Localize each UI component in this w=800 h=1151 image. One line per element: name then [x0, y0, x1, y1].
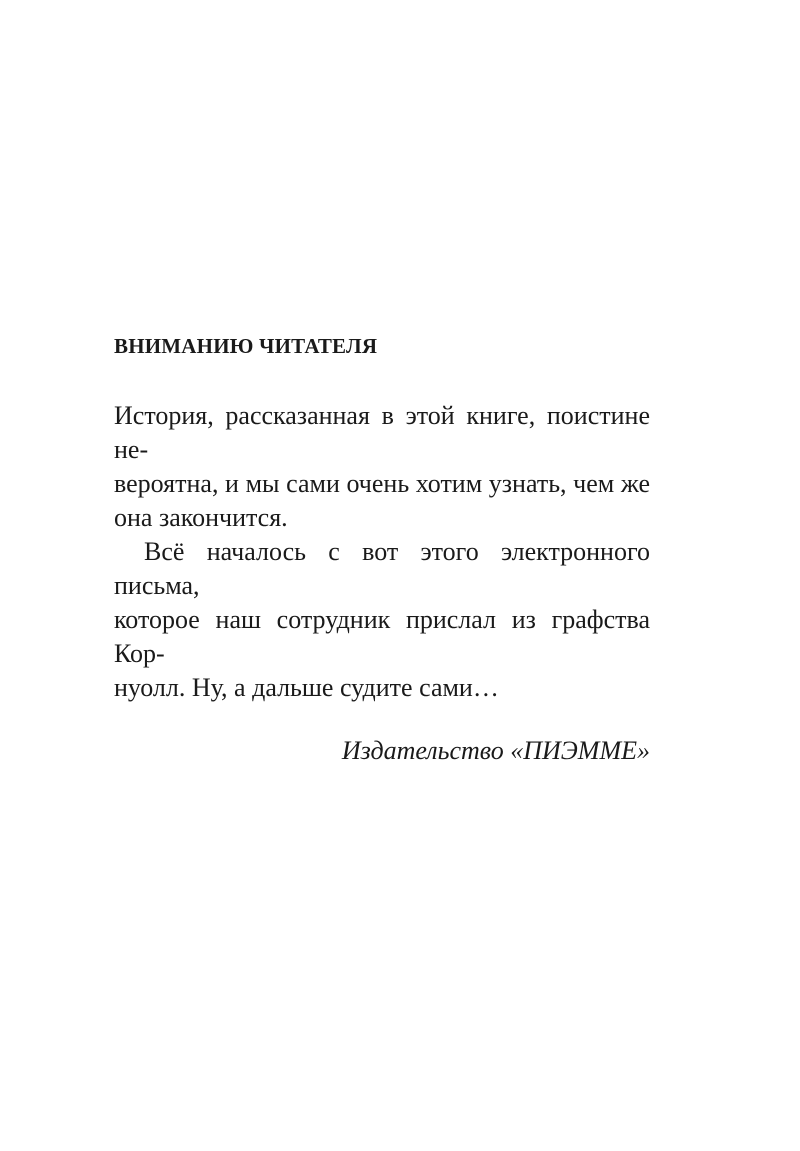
notice-paragraph-1 — [114, 399, 650, 535]
notice-heading: ВНИМАНИЮ ЧИТАТЕЛЯ — [114, 334, 378, 358]
notice-paragraph-2 — [114, 535, 650, 705]
paragraph-2-line-2: которое наш сотрудник прислал из графства Кор- — [114, 605, 650, 668]
paragraph-2-line-1: Всё началось с вот этого электронного письма, — [114, 537, 650, 600]
paragraph-1-line-2: вероятна, и мы сами очень хотим узнать, чем же — [114, 469, 650, 498]
publisher-signature: Издательство «ПИЭММЕ» — [341, 736, 650, 765]
paragraph-2-line-3: нуолл. Ну, а дальше судите сами… — [114, 673, 499, 702]
reader-notice — [114, 330, 650, 768]
paragraph-1-line-1: История, рассказанная в этой книге, поистине не- — [114, 401, 650, 464]
paragraph-1-line-3: она закончится. — [114, 503, 288, 532]
